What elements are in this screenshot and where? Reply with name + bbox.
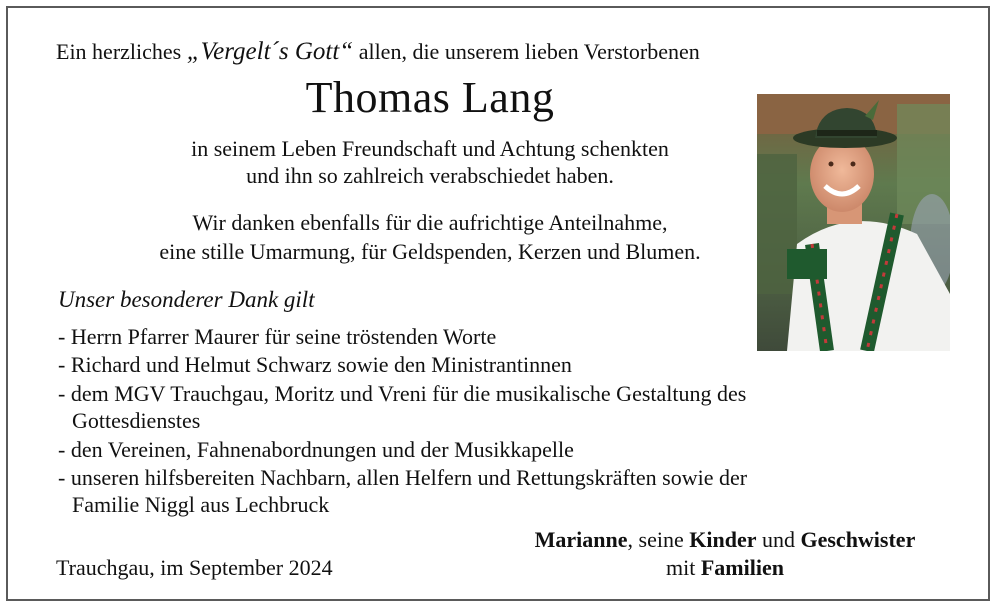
place-date: Trauchgau, im September 2024 [56, 555, 333, 580]
deceased-name: Thomas Lang [305, 73, 555, 122]
text-line-4: eine stille Umarmung, für Geldspenden, Kerzen und Blumen. [159, 239, 701, 264]
signature-marianne: Marianne [534, 527, 628, 552]
signature-familien: Familien [700, 555, 784, 580]
text-line-2: und ihn so zahlreich verabschiedet haben. [246, 163, 614, 188]
thanks-item-continued: Familie Niggl aus Lechbruck [72, 492, 330, 517]
intro-vergelts-gott: „Vergelt´s Gott“ [186, 38, 354, 65]
signature-line-2 [500, 555, 950, 581]
thanks-item: - Richard und Helmut Schwarz sowie den Ministrantinnen [58, 352, 572, 377]
text-line-3: Wir danken ebenfalls für die aufrichtige Anteilnahme, [192, 210, 668, 235]
thanks-heading: Unser besonderer Dank gilt [58, 287, 315, 312]
signature-kinder: Kinder [689, 527, 757, 552]
signature-seine: , seine [627, 527, 690, 552]
text-line-1: in seinem Leben Freundschaft und Achtung schenkten [191, 136, 669, 161]
signature-und: und [756, 527, 801, 552]
signature-mit: mit [666, 555, 701, 580]
signature-geschwister: Geschwister [800, 527, 916, 552]
signature-line-1 [500, 527, 950, 553]
thanks-item: - dem MGV Trauchgau, Moritz und Vreni für die musikalische Gestaltung des [58, 381, 747, 406]
thanks-item: - unseren hilfsbereiten Nachbarn, allen Helfern und Rettungskräften sowie der [58, 465, 748, 490]
portrait-photo [757, 94, 950, 351]
thanks-item-continued: Gottesdienstes [72, 408, 201, 433]
thanks-item: - den Vereinen, Fahnenabordnungen und der Musikkapelle [58, 437, 574, 462]
intro-line [56, 38, 700, 66]
intro-after: allen, die unserem lieben Verstorbenen [353, 39, 700, 64]
intro-before: Ein herzliches [56, 39, 187, 64]
thanks-item: - Herrn Pfarrer Maurer für seine tröstenden Worte [58, 324, 497, 349]
